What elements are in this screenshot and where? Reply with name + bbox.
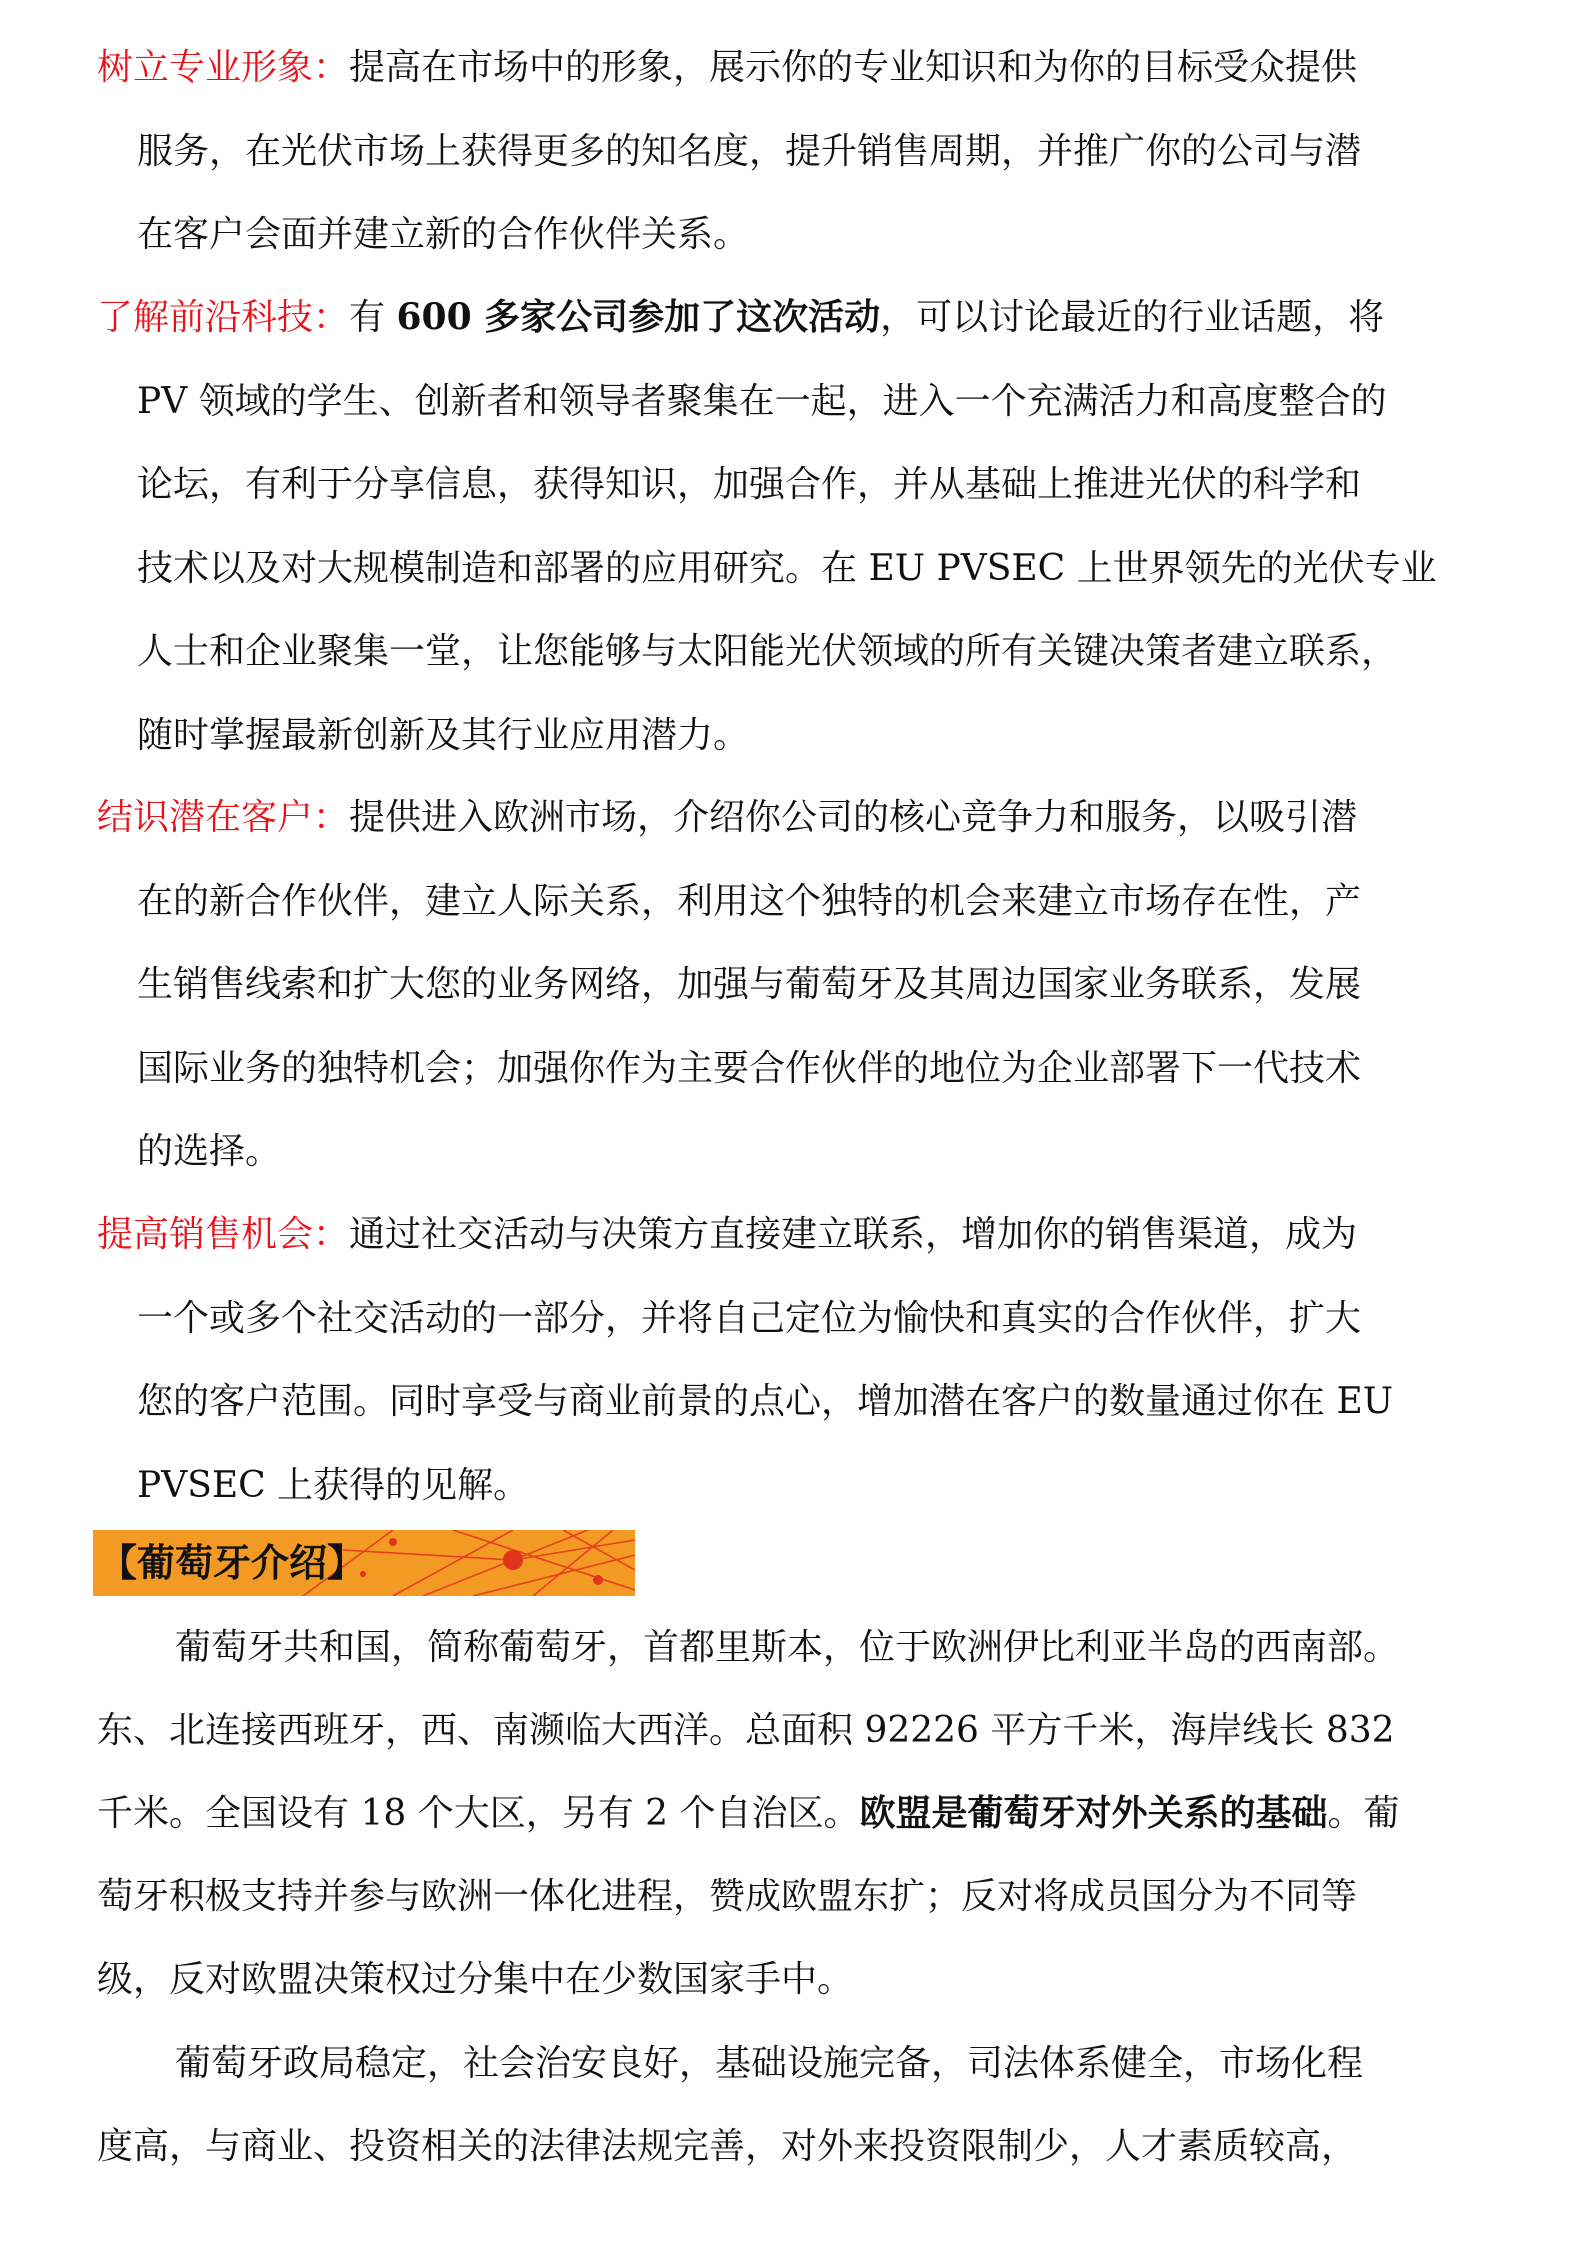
paragraph-line: 东、北连接西班牙，西、南濒临大西洋。总面积 92226 平方千米，海岸线长 832 — [97, 1710, 1395, 1751]
benefit-text: 随时掌握最新创新及其行业应用潜力。 — [137, 714, 750, 756]
benefit-text: 有 — [349, 297, 397, 338]
paragraph-line: 级，反对欧盟决策权过分集中在少数国家手中。 — [97, 1959, 854, 2000]
benefit-text: PVSEC 上获得的见解。 — [137, 1464, 530, 1506]
benefit-first-line — [97, 776, 1517, 860]
benefit-first-line — [97, 1193, 1517, 1277]
benefit-label: 了解前沿科技： — [97, 297, 350, 338]
benefit-text: ，可以讨论最近的行业话题，将 — [880, 297, 1385, 338]
section-banner — [93, 1530, 635, 1596]
portugal-environment-paragraph — [97, 2022, 1527, 2188]
paragraph-line: 度高，与商业、投资相关的法律法规完善，对外来投资限制少，人才素质较高， — [97, 2126, 1358, 2167]
paragraph-text: 。葡 — [1327, 1793, 1400, 1834]
benefit-text: 技术以及对大规模制造和部署的应用研究。在 EU PVSEC 上世界领先的光伏专业 — [137, 547, 1437, 589]
benefit-label: 提高销售机会： — [97, 1214, 350, 1255]
benefit-text: 在的新合作伙伴，建立人际关系，利用这个独特的机会来建立市场存在性，产 — [137, 880, 1362, 922]
benefit-text: 您的客户范围。同时享受与商业前景的点心，增加潜在客户的数量通过你在 EU — [137, 1381, 1394, 1422]
paragraph-line — [97, 1772, 1527, 1855]
benefit-text: 提供进入欧洲市场，介绍你公司的核心竞争力和服务，以吸引潜 — [349, 797, 1358, 838]
benefit-first-line — [97, 26, 1517, 110]
paragraph-text: 千米。全国设有 18 个大区，另有 2 个自治区。 — [97, 1793, 860, 1834]
benefit-text: 在客户会面并建立新的合作伙伴关系。 — [137, 214, 750, 255]
paragraph-line: 葡萄牙共和国，简称葡萄牙，首都里斯本，位于欧洲伊比利亚半岛的西南部。 — [175, 1627, 1400, 1668]
benefit-text: 人士和企业聚集一堂，让您能够与太阳能光伏领域的所有关键决策者建立联系， — [137, 631, 1398, 672]
benefit-text: 一个或多个社交活动的一部分，并将自己定位为愉快和真实的合作伙伴，扩大 — [137, 1297, 1362, 1339]
section-title: 【葡萄牙介绍】 — [99, 1540, 366, 1585]
benefit-text: 论坛，有利于分享信息，获得知识，加强合作，并从基础上推进光伏的科学和 — [137, 464, 1362, 505]
benefit-text: 国际业务的独特机会；加强你作为主要合作伙伴的地位为企业部署下一代技术 — [137, 1047, 1362, 1089]
benefit-bold-text: 600 多家公司参加了这次活动 — [396, 296, 881, 338]
benefit-potential-clients — [97, 776, 1517, 1194]
benefit-text: 的选择。 — [137, 1131, 282, 1172]
benefit-label: 树立专业形象： — [97, 47, 350, 88]
benefit-sales-opportunity — [97, 1193, 1517, 1527]
benefit-text: 提高在市场中的形象，展示你的专业知识和为你的目标受众提供 — [349, 47, 1358, 88]
benefit-text: 生销售线索和扩大您的业务网络，加强与葡萄牙及其周边国家业务联系，发展 — [137, 964, 1362, 1005]
benefit-text: PV 领域的学生、创新者和领导者聚集在一起，进入一个充满活力和高度整合的 — [137, 380, 1387, 422]
benefit-label: 结识潜在客户： — [97, 797, 350, 838]
benefit-first-line — [97, 276, 1517, 360]
paragraph-bold-text: 欧盟是葡萄牙对外关系的基础 — [859, 1792, 1328, 1834]
portugal-intro-paragraph — [97, 1606, 1527, 2021]
paragraph-line: 萄牙积极支持并参与欧洲一体化进程，赞成欧盟东扩；反对将成员国分为不同等 — [97, 1876, 1358, 1917]
benefit-professional-image — [97, 26, 1517, 277]
paragraph-line: 葡萄牙政局稳定，社会治安良好，基础设施完备，司法体系健全，市场化程 — [175, 2043, 1364, 2084]
benefit-text: 服务，在光伏市场上获得更多的知名度，提升销售周期，并推广你的公司与潜 — [137, 130, 1362, 172]
benefit-text: 通过社交活动与决策方直接建立联系，增加你的销售渠道，成为 — [349, 1214, 1358, 1255]
benefit-frontier-tech — [97, 276, 1517, 777]
